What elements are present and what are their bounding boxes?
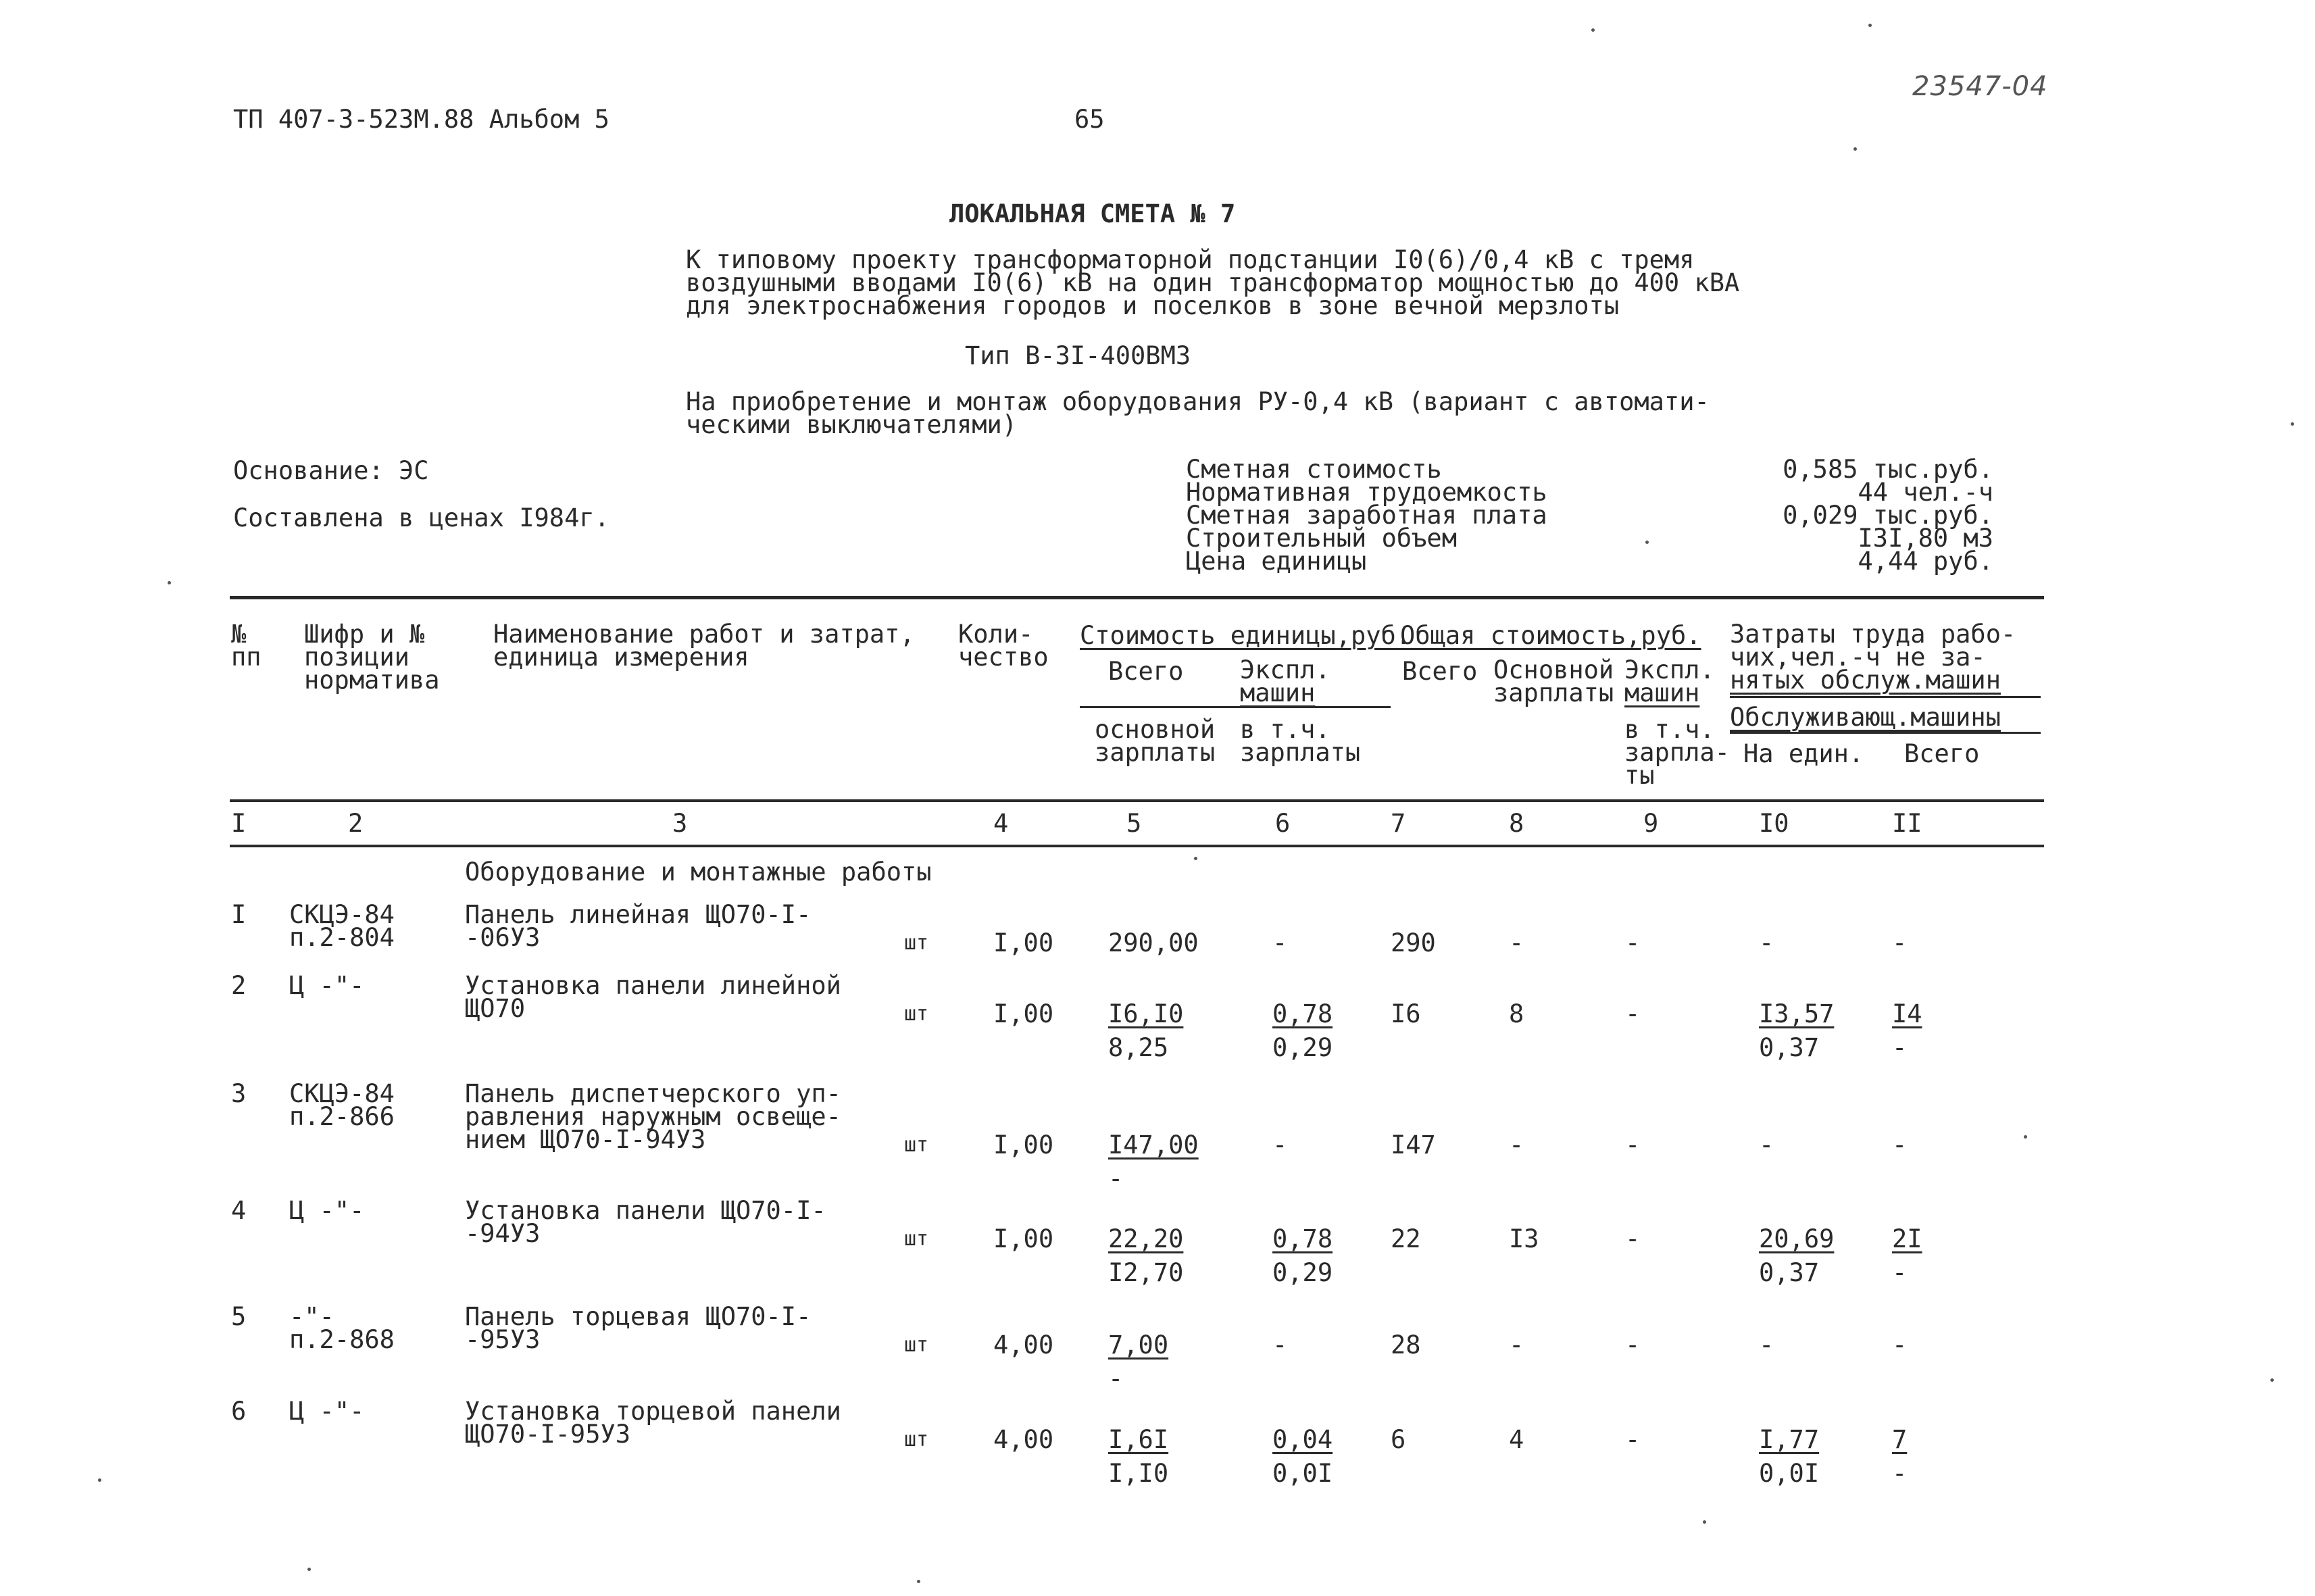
- header-total-cost-group: Общая стоимость,руб.: [1400, 621, 1701, 650]
- row-c11-sub: -: [1892, 1459, 1908, 1488]
- header-text: нятых обслуж.машин: [1730, 666, 2001, 695]
- row-code: СКЦЭ-84: [289, 1079, 395, 1108]
- section-title: Оборудование и монтажные работы: [465, 857, 932, 887]
- column-numbers-top-rule: [230, 799, 2044, 802]
- row-c10-sub: 0,37: [1759, 1258, 1820, 1287]
- row-name: Установка торцевой панели: [465, 1397, 841, 1426]
- scan-speck: [1853, 147, 1857, 151]
- row-unit: шт: [904, 931, 929, 955]
- row-code: СКЦЭ-84: [289, 900, 395, 929]
- row-c10: I3,57: [1759, 999, 1835, 1028]
- row-name: -06УЗ: [465, 923, 541, 952]
- row-c7: 6: [1391, 1425, 1406, 1454]
- header-col-name: [493, 620, 915, 672]
- estimate-purpose-line: На приобретение и монтаж оборудования РУ-0,4 кВ (вариант с автомати-: [686, 387, 1710, 416]
- row-name: Панель линейная ЩО70-I-: [465, 900, 812, 929]
- row-c5: 22,20: [1108, 1224, 1184, 1253]
- row-c5-sub: -: [1108, 1164, 1124, 1193]
- row-c11: 2I: [1892, 1224, 1922, 1253]
- row-c7: 22: [1391, 1224, 1421, 1253]
- row-name: Панель торцевая ЩО70-I-: [465, 1302, 812, 1331]
- row-number: 3: [231, 1079, 247, 1108]
- column-number: 8: [1509, 809, 1524, 838]
- summary-label: Цена единицы: [1186, 547, 1367, 576]
- header-text: зарпла-: [1624, 738, 1730, 767]
- summary-label: Нормативная трудоемкость: [1186, 478, 1547, 507]
- row-c11: -: [1892, 928, 1908, 957]
- summary-value: 4,44 руб.: [1858, 547, 1993, 576]
- row-c5: 7,00: [1108, 1330, 1169, 1360]
- row-number: 5: [231, 1302, 247, 1331]
- row-c9: -: [1625, 1130, 1641, 1159]
- summary-value: 0,585 тыс.руб.: [1783, 455, 1993, 484]
- header-text: Наименование работ и затрат,: [493, 620, 915, 649]
- header-labor-total: Всего: [1904, 739, 1980, 768]
- row-c7: I6: [1391, 999, 1421, 1028]
- header-total-incl-wages: [1624, 715, 1730, 790]
- row-c5: I47,00: [1108, 1130, 1199, 1159]
- row-c8: -: [1509, 928, 1524, 957]
- row-c5: I6,I0: [1108, 999, 1184, 1028]
- header-text: машин: [1240, 678, 1316, 707]
- column-number: 2: [348, 809, 364, 838]
- scan-speck: [1645, 541, 1649, 544]
- header-labor-service: Обслуживающ.машины: [1730, 703, 2001, 732]
- scan-speck: [1591, 28, 1595, 32]
- header-text: Затраты труда рабо-: [1730, 620, 2016, 649]
- row-unit: шт: [904, 1333, 929, 1357]
- row-c7: 290: [1391, 928, 1436, 957]
- row-c9: -: [1625, 1224, 1641, 1253]
- row-c8: -: [1509, 1330, 1524, 1360]
- archive-number: 23547-04: [1912, 71, 2048, 102]
- column-number: 6: [1275, 809, 1291, 838]
- row-name: ЩО70: [465, 994, 526, 1023]
- row-c10: -: [1759, 928, 1774, 957]
- scan-speck: [2270, 1378, 2274, 1382]
- project-description-line: для электроснабжения городов и поселков в зоне вечной мерзлоты: [686, 291, 1620, 320]
- doc-header-code: ТП 407-3-523М.88 Альбом 5: [233, 105, 609, 134]
- row-code: -"-: [289, 1302, 334, 1331]
- row-c7: I47: [1391, 1130, 1436, 1159]
- row-name: -94УЗ: [465, 1219, 541, 1248]
- row-c11-sub: -: [1892, 1033, 1908, 1062]
- header-unit-cost-group: Стоимость единицы,руб.: [1080, 621, 1412, 650]
- row-name: ЩО70-I-95УЗ: [465, 1420, 631, 1449]
- row-c6-sub: 0,29: [1272, 1033, 1333, 1062]
- header-text: единица измерения: [493, 643, 749, 672]
- estimate-purpose-line: ческими выключателями): [686, 410, 1018, 439]
- column-numbers-bottom-rule: [230, 845, 2044, 847]
- row-c8: 8: [1509, 999, 1524, 1028]
- header-text: в т.ч.: [1240, 715, 1330, 744]
- summary-values: [1777, 455, 1993, 576]
- row-name: Панель диспетчерского уп-: [465, 1079, 841, 1108]
- price-level: Составлена в ценах I984г.: [233, 503, 609, 532]
- header-text: чих,чел.-ч не за-: [1730, 643, 1986, 672]
- row-qty: I,00: [993, 1130, 1054, 1159]
- summary-label: Сметная стоимость: [1186, 455, 1442, 484]
- scan-speck: [168, 581, 171, 584]
- header-col-code: [304, 620, 440, 695]
- row-c6: 0,04: [1272, 1425, 1333, 1454]
- header-text: пп: [231, 643, 262, 672]
- header-unit-incl-wages: [1240, 715, 1361, 767]
- header-text: Коли-: [958, 620, 1034, 649]
- column-number: I0: [1759, 809, 1789, 838]
- row-qty: 4,00: [993, 1330, 1054, 1360]
- row-name: нием ЩО70-I-94УЗ: [465, 1125, 706, 1154]
- row-name: -95УЗ: [465, 1325, 541, 1354]
- header-text: Основной: [1493, 655, 1614, 684]
- header-text: машин: [1624, 678, 1700, 707]
- scan-speck: [1194, 857, 1197, 860]
- row-c10: -: [1759, 1330, 1774, 1360]
- project-description-line: воздушными вводами I0(6) кВ на один трансформатор мощностью до 400 кВА: [686, 268, 1740, 297]
- table-top-rule: [230, 596, 2044, 599]
- header-text: зарплаты: [1240, 738, 1361, 767]
- column-number: 9: [1643, 809, 1659, 838]
- header-text: в т.ч.: [1624, 715, 1715, 744]
- row-c9: -: [1625, 1330, 1641, 1360]
- row-c5-sub: I2,70: [1108, 1258, 1184, 1287]
- row-c5-sub: -: [1108, 1364, 1124, 1393]
- header-text: позиции: [304, 643, 409, 672]
- header-text: Шифр и №: [304, 620, 425, 649]
- header-text: зарплаты: [1095, 738, 1216, 767]
- row-c5-sub: 8,25: [1108, 1033, 1169, 1062]
- header-total-machines: [1624, 655, 1715, 707]
- row-c11: I4: [1892, 999, 1922, 1028]
- row-unit: шт: [904, 1002, 929, 1026]
- header-unit-subrule: [1080, 706, 1391, 708]
- row-c10: 20,69: [1759, 1224, 1835, 1253]
- header-text: основной: [1095, 715, 1216, 744]
- summary-labels: [1186, 455, 1547, 576]
- row-qty: I,00: [993, 999, 1054, 1028]
- row-number: 6: [231, 1397, 247, 1426]
- row-code: п.2-868: [289, 1325, 395, 1354]
- header-text: ты: [1624, 761, 1655, 790]
- row-unit: шт: [904, 1133, 929, 1157]
- row-c10-sub: 0,37: [1759, 1033, 1820, 1062]
- header-labor-group: [1730, 620, 2016, 695]
- header-text: №: [231, 620, 247, 649]
- summary-value: I3I,80 м3: [1858, 524, 1993, 553]
- column-number: I: [231, 809, 247, 838]
- row-code: Ц -"-: [289, 1196, 365, 1225]
- column-number: II: [1892, 809, 1922, 838]
- row-c11: -: [1892, 1330, 1908, 1360]
- header-labor-per-unit: На един.: [1743, 739, 1864, 768]
- header-unit-base-wages: [1095, 715, 1216, 767]
- substation-type: Тип В-3I-400ВМЗ: [965, 341, 1191, 370]
- row-c8: I3: [1509, 1224, 1539, 1253]
- estimate-basis: Основание: ЭС: [233, 456, 429, 485]
- header-col-qty: [958, 620, 1049, 672]
- header-text: норматива: [304, 666, 440, 695]
- row-c9: -: [1625, 1425, 1641, 1454]
- header-text: зарплаты: [1493, 678, 1614, 707]
- row-c9: -: [1625, 999, 1641, 1028]
- row-c11: -: [1892, 1130, 1908, 1159]
- scan-speck: [98, 1478, 101, 1482]
- row-name: равления наружным освеще-: [465, 1102, 841, 1131]
- scan-speck: [2291, 422, 2294, 426]
- row-c8: -: [1509, 1130, 1524, 1159]
- row-c5: I,6I: [1108, 1425, 1169, 1454]
- header-total-base-wages: [1493, 655, 1614, 707]
- document-title: ЛОКАЛЬНАЯ СМЕТА № 7: [949, 199, 1236, 228]
- row-c6-sub: 0,0I: [1272, 1459, 1333, 1488]
- row-unit: шт: [904, 1428, 929, 1451]
- row-c11-sub: -: [1892, 1258, 1908, 1287]
- row-code: п.2-866: [289, 1102, 395, 1131]
- scan-speck: [2024, 1135, 2027, 1139]
- estimate-purpose: [686, 387, 1710, 439]
- summary-value: 0,029 тыс.руб.: [1783, 501, 1993, 530]
- row-code: Ц -"-: [289, 971, 365, 1000]
- header-unit-total: Всего: [1108, 657, 1184, 686]
- row-c6: 0,78: [1272, 999, 1333, 1028]
- header-text: Экспл.: [1624, 655, 1715, 684]
- column-number: 5: [1126, 809, 1142, 838]
- header-text: чество: [958, 643, 1049, 672]
- row-name: Установка панели линейной: [465, 971, 841, 1000]
- row-c10: I,77: [1759, 1425, 1820, 1454]
- row-c10: -: [1759, 1130, 1774, 1159]
- summary-value: 44 чел.-ч: [1858, 478, 1993, 507]
- row-name: Установка панели ЩО70-I-: [465, 1196, 826, 1225]
- summary-label: Сметная заработная плата: [1186, 501, 1547, 530]
- header-col-no: [231, 620, 262, 672]
- project-description: [686, 245, 1740, 320]
- row-unit: шт: [904, 1227, 929, 1251]
- header-unit-machines: [1240, 655, 1330, 707]
- row-code: п.2-804: [289, 923, 395, 952]
- column-number: 4: [993, 809, 1009, 838]
- header-labor-subrule-2: [1730, 732, 2041, 734]
- row-c6: 0,78: [1272, 1224, 1333, 1253]
- row-c6: -: [1272, 1130, 1288, 1159]
- row-c9: -: [1625, 928, 1641, 957]
- row-number: 4: [231, 1196, 247, 1225]
- header-text: Экспл.: [1240, 655, 1330, 684]
- column-number: 3: [672, 809, 688, 838]
- row-c8: 4: [1509, 1425, 1524, 1454]
- row-qty: 4,00: [993, 1425, 1054, 1454]
- row-number: 2: [231, 971, 247, 1000]
- row-c6: -: [1272, 1330, 1288, 1360]
- row-qty: I,00: [993, 928, 1054, 957]
- row-qty: I,00: [993, 1224, 1054, 1253]
- scan-speck: [307, 1568, 311, 1571]
- scan-speck: [1868, 24, 1872, 27]
- row-c10-sub: 0,0I: [1759, 1459, 1820, 1488]
- header-labor-subrule: [1730, 696, 2041, 698]
- row-c6: -: [1272, 928, 1288, 957]
- column-number: 7: [1391, 809, 1406, 838]
- row-c7: 28: [1391, 1330, 1421, 1360]
- row-c5-sub: I,I0: [1108, 1459, 1169, 1488]
- row-code: Ц -"-: [289, 1397, 365, 1426]
- scan-speck: [1703, 1520, 1706, 1524]
- summary-label: Строительный объем: [1186, 524, 1457, 553]
- row-number: I: [231, 900, 247, 929]
- row-c11: 7: [1892, 1425, 1908, 1454]
- project-description-line: К типовому проекту трансформаторной подстанции I0(6)/0,4 кВ с тремя: [686, 245, 1695, 274]
- row-c6-sub: 0,29: [1272, 1258, 1333, 1287]
- scan-speck: [917, 1580, 920, 1583]
- page-number: 65: [1074, 105, 1105, 134]
- header-total-all: Всего: [1402, 657, 1478, 686]
- row-c5: 290,00: [1108, 928, 1199, 957]
